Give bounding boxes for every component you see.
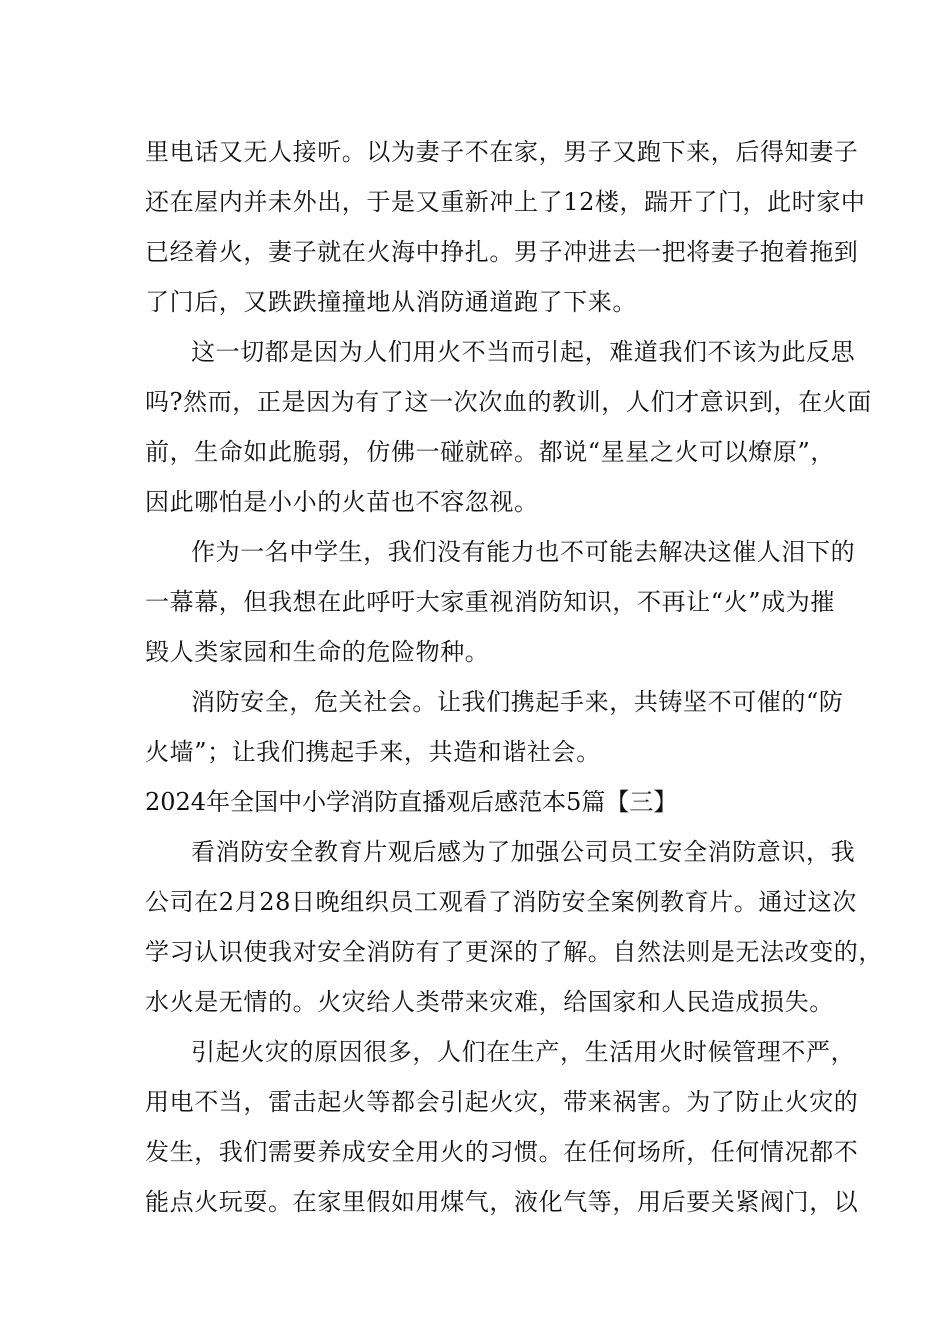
text-line: 一幕幕，但我想在此呼吁大家重视消防知识，不再让“火”成为摧 [145, 588, 835, 616]
text-line: 已经着火，妻子就在火海中挣扎。男子冲进去一把将妻子抱着拖到 [145, 238, 859, 266]
text-line: 学习认识使我对安全消防有了更深的了解。自然法则是无法改变的， [145, 938, 883, 966]
text-line: 里电话又无人接听。以为妻子不在家，男子又跑下来，后得知妻子 [145, 138, 859, 166]
section-heading: 2024年全国中小学消防直播观后感范本5篇【三】 [145, 788, 678, 816]
paragraph-first-line: 作为一名中学生，我们没有能力也不可能去解决这催人泪下的 [191, 538, 856, 566]
text-line: 前，生命如此脆弱，仿佛一碰就碎。都说“星星之火可以燎原”， [145, 438, 835, 466]
paragraph-first-line: 消防安全，危关社会。让我们携起手来，共铸坚不可催的“防 [191, 688, 844, 716]
text-line: 吗?然而，正是因为有了这一次次血的教训，人们才意识到，在火面 [145, 388, 872, 416]
paragraph-first-line: 引起火灾的原因很多，人们在生产，生活用火时候管理不严， [191, 1038, 856, 1066]
text-line: 发生，我们需要养成安全用火的习惯。在任何场所，任何情况都不 [145, 1138, 859, 1166]
text-line: 火墙”；让我们携起手来，共造和谐社会。 [145, 738, 601, 766]
text-line: 用电不当，雷击起火等都会引起火灾，带来祸害。为了防止火灾的 [145, 1088, 859, 1116]
text-line: 能点火玩耍。在家里假如用煤气，液化气等，用后要关紧阀门，以 [145, 1188, 859, 1216]
text-line: 了门后，又跌跌撞撞地从消防通道跑了下来。 [145, 288, 637, 316]
text-line: 还在屋内并未外出，于是又重新冲上了12楼，踹开了门，此时家中 [145, 188, 866, 216]
text-line: 公司在2月28日晚组织员工观看了消防安全案例教育片。通过这次 [145, 888, 857, 916]
text-line: 水火是无情的。火灾给人类带来灾难，给国家和人民造成损失。 [145, 988, 834, 1016]
paragraph-first-line: 看消防安全教育片观后感为了加强公司员工安全消防意识，我 [191, 838, 856, 866]
paragraph-first-line: 这一切都是因为人们用火不当而引起，难道我们不该为此反思 [191, 338, 856, 366]
text-line: 因此哪怕是小小的火苗也不容忽视。 [145, 488, 539, 516]
text-line: 毁人类家园和生命的危险物种。 [145, 638, 490, 666]
